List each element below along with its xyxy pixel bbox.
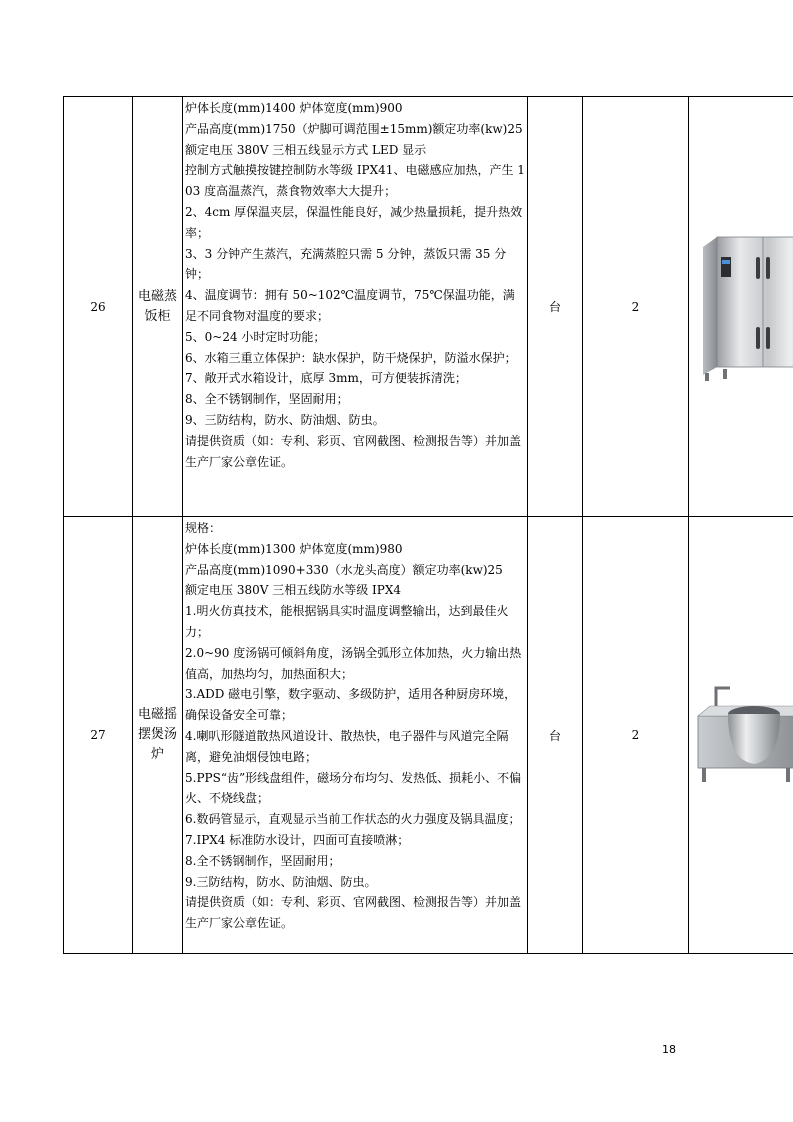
spec-description [183, 97, 528, 517]
spec-line: 额定电压 380V 三相五线显示方式 LED 显示 [185, 142, 427, 157]
spec-line: 9、三防结构，防水、防油烟、防虫。 [185, 412, 385, 427]
spec-line: 8.全不锈钢制作，坚固耐用； [185, 853, 341, 868]
spec-line: 5.PPS“齿”形线盘组件，磁场分布均匀、发热低、损耗小、不偏火、不烧线盘； [185, 770, 522, 806]
spec-line: 3、3 分钟产生蒸汽，充满蒸腔只需 5 分钟，蒸饭只需 35 分钟； [185, 246, 507, 282]
spec-line: 产品高度(mm)1090+330（水龙头高度）额定功率(kw)25 [185, 562, 503, 577]
spec-line: 8、全不锈钢制作，坚固耐用； [185, 392, 349, 407]
spec-line: 7、敞开式水箱设计，底厚 3mm，可方便装拆清洗； [185, 371, 467, 386]
product-image-cell [689, 517, 793, 954]
steam-rice-cabinet-image [699, 227, 793, 387]
table-row [64, 517, 793, 954]
spec-line: 2、4cm 厚保温夹层，保温性能良好，减少热量损耗，提升热效率； [185, 204, 523, 240]
page-number: 18 [662, 1043, 676, 1056]
spec-line: 炉体长度(mm)1400 炉体宽度(mm)900 [185, 101, 403, 115]
spec-line: 5、0~24 小时定时功能； [185, 329, 326, 344]
quantity-cell: 2 [583, 517, 689, 954]
spec-line: 4、温度调节：拥有 50~102℃温度调节，75℃保温功能，满足不同食物对温度的要求； [185, 288, 515, 323]
row-number: 26 [64, 97, 133, 517]
spec-line: 6、水箱三重立体保护：缺水保护，防干烧保护，防溢水保护； [185, 350, 517, 365]
equipment-spec-table [63, 96, 793, 954]
item-name-cell [133, 97, 183, 517]
table-row [64, 97, 793, 517]
spec-line: 9.三防结构，防水、防油烟、防虫。 [185, 874, 377, 889]
tilting-soup-kettle-image [696, 680, 793, 790]
spec-line: 规格： [185, 521, 222, 535]
spec-line: 6.数码管显示，直观显示当前工作状态的火力强度及锅具温度； [185, 812, 521, 827]
item-name: 电磁摇摆煲汤炉 [137, 707, 177, 762]
spec-line: 1.明火仿真技术，能根据锅具实时温度调整输出，达到最佳火力； [185, 604, 509, 639]
spec-line: 2.0~90 度汤锅可倾斜角度，汤锅全弧形立体加热，火力输出热值高，加热均匀，加热面积大； [185, 645, 522, 681]
item-name-cell [133, 517, 183, 954]
spec-line: 炉体长度(mm)1300 炉体宽度(mm)980 [185, 541, 403, 556]
spec-line: 产品高度(mm)1750（炉脚可调范围±15mm)额定功率(kw)25 [185, 121, 523, 136]
item-name: 电磁蒸饭柜 [137, 288, 177, 324]
spec-description [183, 517, 528, 954]
row-number: 27 [64, 517, 133, 954]
spec-line: 请提供资质（如：专利、彩页、官网截图、检测报告等）并加盖生产厂家公章佐证。 [185, 895, 522, 931]
spec-line: 请提供资质（如：专利、彩页、官网截图、检测报告等）并加盖生产厂家公章佐证。 [185, 433, 522, 469]
quantity-cell: 2 [583, 97, 689, 517]
product-image-cell [689, 97, 793, 517]
spec-line: 7.IPX4 标准防水设计，四面可直接喷淋； [185, 832, 410, 847]
spec-line: 额定电压 380V 三相五线防水等级 IPX4 [185, 583, 402, 598]
spec-line: 4.喇叭形隧道散热风道设计、散热快，电子器件与风道完全隔离，避免油烟侵蚀电路； [185, 728, 509, 764]
unit-cell: 台 [528, 517, 583, 954]
spec-line: 控制方式触摸按键控制防水等级 IPX41、电磁感应加热，产生 103 度高温蒸汽，蒸食物效率大大提升； [185, 163, 525, 199]
spec-line: 3.ADD 磁电引擎，数字驱动、多级防护，适用各种厨房环境，确保设备安全可靠； [185, 687, 517, 723]
unit-cell: 台 [528, 97, 583, 517]
